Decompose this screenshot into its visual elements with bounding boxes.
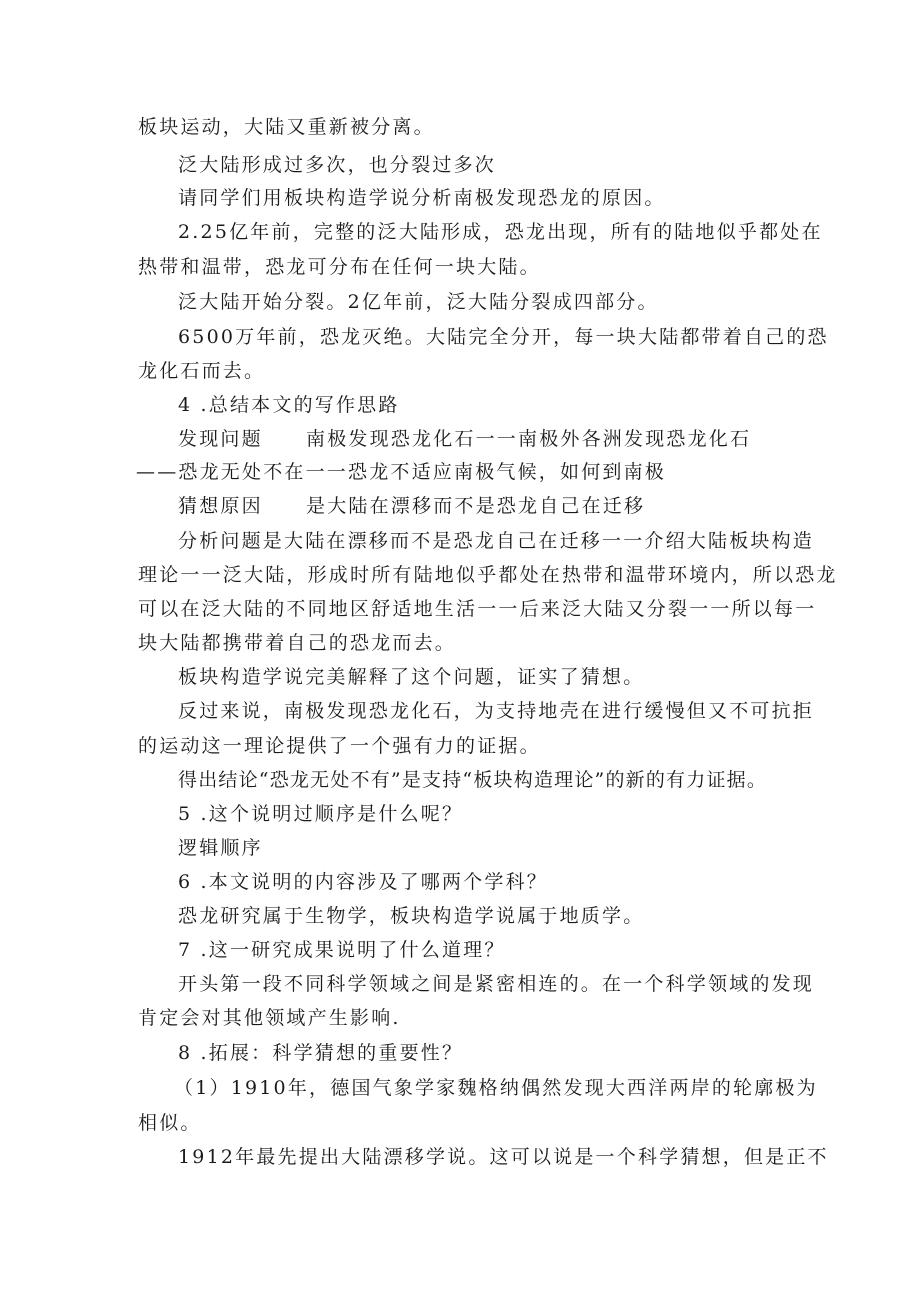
heading-4: 4 .总结本文的写作思路: [178, 394, 400, 416]
text-line: 热带和温带，恐龙可分布在任何一块大陆。: [138, 256, 541, 278]
text-line: 2.25亿年前，完整的泛大陆形成，恐龙出现，所有的陆地似乎都处在: [178, 221, 823, 243]
text-line: 开头第一段不同科学领域之间是紧密相连的。在一个科学领域的发现: [178, 973, 815, 995]
text-line: 块大陆都携带着自己的恐龙而去。: [138, 632, 457, 654]
label-discover: 发现问题: [178, 428, 263, 450]
text-line: 板块运动，大陆又重新被分离。: [138, 116, 435, 138]
text-line: 泛大陆开始分裂。2亿年前，泛大陆分裂成四部分。: [178, 291, 659, 313]
heading-6: 6 .本文说明的内容涉及了哪两个学科？: [178, 871, 548, 893]
text-line: 得出结论“恐龙无处不有”是支持“板块构造理论”的新的有力证据。: [178, 769, 768, 791]
text-line: 6500万年前，恐龙灭绝。大陆完全分开，每一块大陆都带着自己的恐: [178, 326, 829, 348]
text-line: ——恐龙无处不在一一恐龙不适应南极气候，如何到南极: [136, 461, 667, 483]
text-line: 1912年最先提出大陆漂移学说。这可以说是一个科学猜想，但是正不: [178, 1146, 829, 1168]
text-line: 分析问题是大陆在漂移而不是恐龙自己在迁移一一介绍大陆板块构造: [178, 530, 815, 552]
text-line: 泛大陆形成过多次，也分裂过多次: [178, 154, 497, 176]
text-line: 龙化石而去。: [138, 360, 266, 382]
text-line: 肯定会对其他领域产生影响.: [138, 1007, 401, 1029]
label-guess: 猜想原因: [178, 495, 263, 517]
text-line: 理论一一泛大陆，形成时所有陆地似乎都处在热带和温带环境内，所以恐龙: [138, 564, 838, 586]
text-line: 可以在泛大陆的不同地区舒适地生活一一后来泛大陆又分裂一一所以每一: [138, 598, 817, 620]
heading-5: 5 .这个说明过顺序是什么呢？: [178, 803, 464, 825]
text-line: 的运动这一理论提供了一个强有力的证据。: [138, 735, 541, 757]
text-line: [178, 427, 751, 451]
text-line: 相似。: [138, 1112, 202, 1134]
text-guess: 是大陆在漂移而不是恐龙自己在迁移: [306, 495, 646, 517]
text-discover: 南极发现恐龙化石一一南极外各洲发现恐龙化石: [306, 428, 752, 450]
text-line: [178, 494, 645, 518]
text-line: 反过来说，南极发现恐龙化石，为支持地壳在进行缓慢但又不可抗拒: [178, 700, 815, 722]
text-line: 板块构造学说完美解释了这个问题，证实了猜想。: [178, 666, 645, 688]
text-line: 恐龙研究属于生物学，板块构造学说属于地质学。: [178, 905, 645, 927]
text-line: 逻辑顺序: [178, 837, 263, 859]
heading-7: 7 .这一研究成果说明了什么道理？: [178, 939, 506, 961]
heading-8: 8 .拓展：科学猜想的重要性？: [178, 1042, 464, 1064]
text-line: 请同学们用板块构造学说分析南极发现恐龙的原因。: [178, 187, 666, 209]
text-line: （1）1910年，德国气象学家魏格纳偶然发现大西洋两岸的轮廓极为: [174, 1077, 818, 1099]
